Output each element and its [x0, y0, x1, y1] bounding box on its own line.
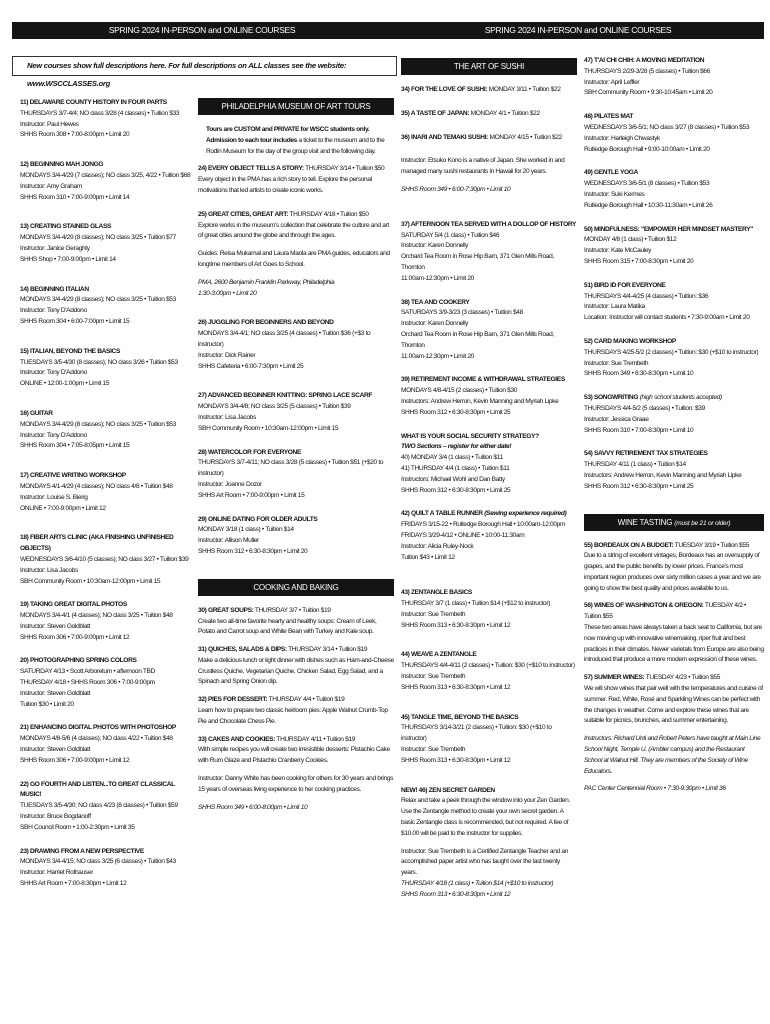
course-location: SHHS Room 313 • 6:30-8:30pm • Limit 12 [401, 890, 511, 898]
section-header-wine [584, 514, 764, 531]
course-instructor: Instructor: Janice Geraghty [20, 244, 90, 252]
course-25 [198, 210, 394, 242]
course-instructor: Instructors: Michael Wohl and Dan Batty [401, 475, 505, 483]
course-time: 11:00am-12:30pm • Limit 20 [401, 352, 474, 360]
course-description: We will show wines that pair well with the temperatures and cuisine of summer. Red, White, Rosé and Sparkling Wines can be perfect with the changes in weather. Come and explore these wines that are suitable for picnics, brunches, and summer entertaining. [584, 685, 763, 725]
course-schedule: MONDAYS 3/4-4/29 (7 classes); NO class 3/25, 4/22 • Tuition $68 [20, 171, 191, 179]
course-instructor: Instructor: Joanne Dozor [198, 480, 262, 488]
course-location: SBH Council Room • 1:00-2:30pm • Limit 35 [20, 823, 135, 831]
museum-intro-bold: Tours are CUSTOM and PRIVATE for WSCC students only. Admission to each tour includes [206, 126, 370, 144]
course-title: 56) WINES OF WASHINGTON & OREGON: [584, 602, 704, 610]
course-description: Explore works in the museum's collection that celebrate the culture and art of great cities around the globe and through the ages. [198, 221, 389, 240]
course-schedule: MONDAYS 4/8-5/6 (4 classes); NO class 4/22 • Tuition $48 [20, 735, 173, 743]
course-45 [401, 713, 577, 767]
course-instructor: Instructor: Allison Muller [198, 537, 259, 545]
header-right-title: SPRING 2024 IN-PERSON and ONLINE COURSES [392, 22, 764, 39]
section-header-sushi: THE ART OF SUSHI [401, 58, 577, 75]
course-title: 53) SONGWRITING [584, 394, 639, 402]
course-date: TUESDAY 4/23 • Tuition $55 [644, 674, 721, 682]
course-description: Create two all-time favorite hearty and healthy soups: Cream of Leek, Potato and Carrot soup and White Bean with Turkey and Kale soup. [198, 617, 377, 636]
course-title: 14) BEGINNING ITALIAN [20, 285, 89, 293]
course-schedule: WEDNESDAYS 3/6-4/10 (5 classes); NO class 3/27 • Tuition $39 [20, 555, 189, 563]
course-instructor: Instructor: Sue Trembeth [584, 359, 649, 367]
course-title: 31) QUICHES, SALADS & DIPS: [198, 646, 287, 654]
course-location: SHHS Room 315 • 7:00-8:30pm • Limit 20 [584, 257, 694, 265]
course-54 [584, 449, 764, 492]
course-20 [20, 656, 192, 710]
course-instructor: Instructor: Sue Trembeth [401, 746, 466, 754]
course-57 [584, 673, 764, 727]
course-location: SHHS Art Room • 7:00-9:00pm • Limit 15 [198, 491, 305, 499]
course-location: Rutledge Borough Hall • 9:00-10:00am • Limit 20 [584, 145, 710, 153]
course-location: SHHS Room 306 • 7:00-9:00pm • Limit 12 [20, 756, 130, 764]
course-location: SHHS Shop • 7:00-9:00pm • Limit 14 [20, 255, 116, 263]
course-instructor: Instructor: Steven Goldblatt [20, 622, 91, 630]
course-schedule: THURSDAYS 2/29-3/28 (5 classes) • Tuition $66 [584, 67, 711, 75]
course-schedule: MONDAY 3/18 (1 class) • Tuition $14 [198, 526, 294, 534]
course-schedule: THURSDAYS 4/4-4/11 (2 classes) • Tuition: $30 (+$10 to instructor) [401, 662, 575, 670]
course-title: 28) WATERCOLOR FOR EVERYONE [198, 448, 302, 456]
course-title: 17) CREATIVE WRITING WORKSHOP [20, 472, 126, 480]
course-title: 47) T'AI CHI CHIH: A MOVING MEDITATION [584, 57, 705, 64]
course-location: SHHS Room 308 • 7:00-8:00pm • Limit 20 [20, 131, 130, 139]
course-instructor: Instructor: Sue Trembeth [401, 610, 466, 618]
course-27 [198, 391, 394, 434]
course-date: THURSDAY 4/18 • Tuition $50 [288, 210, 369, 218]
cooking-location: SHHS Room 349 • 6:00-8:00pm • Limit 10 [198, 803, 308, 811]
course-title: 57) SUMMER WINES: [584, 674, 645, 682]
course-title: NEW! 46) ZEN SECRET GARDEN [401, 786, 495, 794]
course-title: WHAT IS YOUR SOCIAL SECURITY STRATEGY? [401, 432, 539, 440]
course-instructor: Instructor: Tony D'Addono [20, 369, 87, 377]
course-title: 55) BORDEAUX ON A BUDGET: [584, 541, 674, 549]
course-11 [20, 98, 192, 141]
course-schedule: TUESDAYS 3/5-4/30 (8 classes); NO class 3/26 • Tuition $53 [20, 358, 178, 366]
course-location: Location: Instructor will contact students • 7:30-9:00am • Limit 20 [584, 314, 750, 322]
course-instructor: Instructor: Suki Kermes [584, 190, 645, 198]
course-description: Relax and take a peek through the window into your Zen Garden. Use the Zentangle method to create your own secret garden. A basic Zentangle class is recommended, but not required. A fee of $10.00 will be paid to the instructor for supplies. [401, 797, 570, 837]
course-note: (Sewing experience required) [482, 510, 567, 518]
wine-location: PAC Center Centennial Room • 7:30-9:30pm • Limit 36 [584, 785, 726, 793]
course-schedule: TUESDAYS 3/5-4/30; NO class 4/23 (8 classes) • Tuition $59 [20, 802, 178, 810]
course-section-40: 40) MONDAY 3/4 (1 class) • Tuition $11 [401, 454, 503, 462]
course-schedule: MONDAYS 3/4-4/29 (8 classes); NO class 3/25 • Tuition $77 [20, 234, 176, 242]
course-schedule: THURSDAY 3/7 (1 class) • Tuition $14 (+$12 to instructor) [401, 600, 551, 608]
column-1 [20, 98, 192, 897]
course-30 [198, 606, 394, 638]
course-title: 39) RETIREMENT INCOME & WITHDRAWAL STRATEGIES [401, 376, 565, 384]
course-location: SBH Community Room • 10:30am-12:00pm • Limit 15 [198, 424, 339, 432]
course-56 [584, 601, 764, 666]
course-location: SHHS Room 304 • 7:05-8:05pm • Limit 15 [20, 442, 130, 450]
course-26 [198, 318, 394, 372]
course-location: SHHS Cafeteria • 6:00-7:30pm • Limit 25 [198, 362, 304, 370]
course-location: SBH Community Room • 9:30-10:45am • Limit 20 [584, 89, 713, 97]
course-title: 49) GENTLE YOGA [584, 169, 638, 177]
pma-address: PMA, 2600 Benjamin Franklin Parkway, Philadelphia [198, 278, 335, 286]
course-16 [20, 409, 192, 452]
course-title: 35) A TASTE OF JAPAN: [401, 109, 470, 117]
course-19 [20, 600, 192, 643]
course-location: SHHS Room 312 • 6:30-8:30pm • Limit 25 [584, 482, 694, 490]
course-title: 45) TANGLE TIME, BEYOND THE BASICS [401, 713, 519, 721]
course-schedule: THURSDAY 4/18 (1 class) • Tuition $14 (+$10 to instructor) [401, 880, 554, 888]
course-location: SHHS Room 310 • 7:00-8:30pm • Limit 10 [584, 426, 694, 434]
course-tuition: Tuition $43 • Limit 12 [401, 553, 455, 561]
course-schedule: SATURDAY 4/13 • Scott Arboretum • afternoon TBD [20, 668, 156, 676]
course-instructor: Instructor: Laura Matika [584, 303, 645, 311]
course-schedule: FRIDAYS 3/15-22 • Rutledge Borough Hall • 10:00am-12:00pm [401, 521, 566, 529]
course-33 [198, 735, 394, 767]
sushi-location: SHHS Room 349 • 6:00-7:30pm • Limit 10 [401, 185, 511, 193]
course-title: 15) ITALIAN, BEYOND THE BASICS [20, 347, 121, 355]
course-schedule: WEDNESDAYS 3/6-5/1; NO class 3/27 (8 classes) • Tuition $53 [584, 123, 750, 131]
course-location: SHHS Room 312 • 6:30-8:30pm • Limit 25 [401, 408, 511, 416]
course-29 [198, 515, 394, 558]
cooking-instructor: Instructor: Danny White has been cooking for others for 30 years and brings 15 years of overseas living experience to her cooking practices. [198, 775, 394, 793]
course-schedule: THURSDAYS 4/25-5/2 (2 classes) • Tuition: $30 (+$10 to instructor) [584, 348, 759, 356]
course-title: 50) MINDFULNESS: "EMPOWER HER MINDSET MASTERY" [584, 225, 754, 233]
course-13 [20, 222, 192, 265]
course-instructor: Instructor: Karen Donnelly [401, 320, 469, 328]
course-instructor: Instructor: Dick Rainer [198, 351, 256, 359]
course-53 [584, 393, 764, 436]
course-title: 12) BEGINNING MAH JONGG [20, 161, 104, 169]
museum-intro [198, 125, 394, 157]
course-31 [198, 645, 394, 688]
course-24 [198, 164, 394, 196]
course-date: MONDAY 4/1 • Tuition $22 [469, 109, 540, 117]
course-subtitle: TWO Sections – register for either date! [401, 443, 512, 451]
course-schedule: WEDNESDAYS 3/6-5/1 (8 classes) • Tuition $53 [584, 180, 710, 188]
course-instructor: Instructors: Andrew Herron, Kevin Manning and Myriah Lipke [584, 471, 742, 479]
course-section-41: 41) THURSDAY 4/4 (1 class) • Tuition $11 [401, 464, 510, 472]
column-2 [198, 96, 394, 813]
course-23 [20, 847, 192, 890]
course-location: SBH Community Room • 10:30am-12:00pm • Limit 15 [20, 577, 161, 585]
course-schedule: MONDAYS 3/4-4/29 (8 classes); NO class 3/25 • Tuition $53 [20, 296, 176, 304]
course-date: MONDAY 4/15 • Tuition $22 [488, 133, 562, 141]
course-date: THURSDAY 3/14 • Tuition $19 [286, 646, 368, 654]
course-location: Orchard Tea Room in Rose Hip Barn, 371 Glen Mills Road, Thornton [401, 330, 554, 349]
course-instructor: Instructor: Harleigh Chwastyk [584, 134, 660, 142]
course-18 [20, 533, 192, 587]
course-title: 32) PIES FOR DESSERT: [198, 696, 268, 704]
course-38 [401, 298, 577, 363]
course-15 [20, 347, 192, 390]
wine-header-label: WINE TASTING [617, 517, 673, 527]
course-title: 26) JUGGLING FOR BEGINNERS AND BEYOND [198, 319, 334, 327]
course-title: 33) CAKES AND COOKIES: [198, 735, 276, 743]
course-title: 13) CREATING STAINED GLASS [20, 223, 112, 231]
course-title: 24) EVERY OBJECT TELLS A STORY: [198, 165, 304, 173]
course-date: THURSDAY 4/4 • Tuition $19 [267, 696, 345, 704]
course-title: 16) GUITAR [20, 409, 53, 417]
course-instructor: Instructor: Alicia Ruley-Nock [401, 542, 474, 550]
course-39 [401, 375, 577, 418]
course-title: 29) ONLINE DATING FOR OLDER ADULTS [198, 515, 318, 523]
course-schedule: MONDAY 4/8 (1 class) • Tuition $12 [584, 236, 677, 244]
course-36 [401, 133, 577, 144]
section-header-museum-tours: PHILADELPHIA MUSEUM OF ART TOURS [198, 98, 394, 115]
course-schedule: MONDAYS 3/4-4/29 (8 classes); NO class 3/25 • Tuition $53 [20, 420, 176, 428]
course-schedule-2: THURSDAY 4/18 • SHHS Room 306 • 7:00-9:00pm [20, 679, 155, 687]
course-location: Orchard Tea Room in Rose Hip Barn, 371 Glen Mills Road, Thornton [401, 253, 554, 271]
course-title: 38) TEA AND COOKERY [401, 298, 470, 306]
course-location: ONLINE • 12:00-1:00pm • Limit 15 [20, 380, 110, 388]
course-time: 11:00am-12:30pm • Limit 20 [401, 274, 474, 282]
course-description: Learn how to prepare two classic heirloom pies: Apple Walnut Crumb-Top Pie and Chocolate Chess Pie. [198, 707, 388, 725]
course-instructor: Instructor: Louise S. Bierig [20, 493, 88, 501]
course-55 [584, 541, 764, 595]
course-40-41 [401, 432, 577, 497]
course-date: THURSDAY 4/11 • Tuition $19 [275, 735, 356, 743]
section-header-cooking: COOKING AND BAKING [198, 579, 394, 596]
course-location: SHHS Room 306 • 7:00-9:00pm • Limit 12 [20, 633, 130, 641]
course-schedule: THURSDAYS 3/7-4/11; NO class 3/28 (5 classes) • Tuition $51 (+$20 to instructor) [198, 459, 384, 478]
course-title: 36) INARI AND TEMAKI SUSHI: [401, 133, 489, 141]
course-46 [401, 786, 577, 901]
course-title: 30) GREAT SOUPS: [198, 606, 254, 614]
course-51 [584, 281, 764, 324]
course-title: 25) GREAT CITIES, GREAT ART: [198, 210, 289, 218]
sushi-instructor: Instructor: Etsuko Kono is a native of Japan. She worked in and managed many sushi restaurants in Hawaii for 20 years. [401, 157, 565, 176]
course-location: SHHS Room 312 • 6:30-8:30pm • Limit 20 [198, 547, 308, 555]
course-description: Every object in the PMA has a rich story to tell. Explore the personal motivations that led artists to create iconic works. [198, 176, 372, 194]
course-note: (high school students accepted) [638, 394, 722, 402]
course-title: 51) BIRD ID FOR EVERYONE [584, 281, 666, 289]
course-location: SHHS Room 310 • 7:00-9:00pm • Limit 14 [20, 193, 130, 201]
course-title: 37) AFTERNOON TEA SERVED WITH A DOLLOP OF HISTORY [401, 220, 577, 228]
course-21 [20, 723, 192, 766]
course-instructor: Instructor: Lisa Jacobs [20, 566, 78, 574]
course-44 [401, 650, 577, 693]
course-schedule: SATURDAYS 3/9-3/23 (3 classes) • Tuition $48 [401, 309, 523, 317]
course-instructor: Instructor: Karen Donnelly [401, 242, 469, 250]
course-schedule: MONDAYS 4/1-4/29 (4 classes); NO class 4/8 • Tuition $48 [20, 482, 173, 490]
course-location: ONLINE • 7:00-9:00pm • Limit 12 [20, 504, 106, 512]
course-schedule: MONDAYS 3/4-4/1; NO class 3/25 (4 classes) • Tuition $36 (+$3 to instructor) [198, 330, 371, 348]
column-4 [584, 56, 764, 795]
course-date: THURSDAY 3/7 • Tuition $19 [253, 606, 331, 614]
course-title: 52) CARD MAKING WORKSHOP [584, 337, 676, 345]
course-instructor: Instructor: Steven Goldblatt [20, 689, 91, 697]
course-47 [584, 56, 764, 99]
course-schedule: MONDAYS 3/4-4/8; NO class 3/25 (5 classes) • Tuition $39 [198, 403, 351, 411]
header-left-title: SPRING 2024 IN-PERSON and ONLINE COURSES [12, 22, 392, 39]
course-instructor: Instructor: Tony D'Addono [20, 307, 87, 315]
course-32 [198, 695, 394, 727]
course-35 [401, 109, 577, 120]
pma-time: 1:30-3:00pm • Limit 20 [198, 289, 257, 297]
course-48 [584, 112, 764, 155]
course-title: 54) SAVVY RETIREMENT TAX STRATEGIES [584, 450, 708, 458]
course-title: 43) ZENTANGLE BASICS [401, 589, 472, 597]
course-schedule-2: FRIDAYS 3/29-4/12 • ONLINE • 10:00-11:30am [401, 531, 525, 539]
course-location: SHHS Room 313 • 6:30-8:30pm • Limit 12 [401, 621, 511, 629]
course-description: Make a delicious lunch or light dinner with dishes such as Ham-and-Cheese Crustless Quiche, Vegetarian Quiche, Chicken Salad, Egg Salad, and a Spinach and Spring Onion dip. [198, 656, 394, 686]
course-description: Due to a string of excellent vintages, Bordeaux has an oversupply of grapes, and the public benefits by lower prices. France's most important region produces over sixty million cases a year and we are going to show the best quality and prices available to us. [584, 552, 761, 592]
website-notice: New courses show full descriptions here. For full descriptions on ALL classes see the website: www.WSCCLASSES.org [12, 56, 397, 76]
course-title: 44) WEAVE A ZENTANGLE [401, 651, 477, 659]
course-42 [401, 509, 577, 563]
course-title: 27) ADVANCED BEGINNER KNITTING: SPRING LACE SCARF [198, 392, 373, 400]
course-schedule: MONDAYS 3/4-4/1 (4 classes); NO class 3/25 • Tuition $48 [20, 612, 173, 620]
course-52 [584, 337, 764, 380]
course-date: THURSDAY 3/14 • Tuition $50 [303, 165, 385, 173]
course-tuition: Tuition $30 • Limit 20 [20, 700, 74, 708]
course-schedule: THURSDAYS 3/7-4/4; NO class 3/28 (4 classes) • Tuition $33 [20, 109, 180, 117]
course-17 [20, 471, 192, 514]
course-43 [401, 588, 577, 631]
course-title: 20) PHOTOGRAPHING SPRING COLORS [20, 657, 137, 665]
course-title: 21) ENHANCING DIGITAL PHOTOS WITH PHOTOSHOP [20, 724, 176, 732]
course-instructor: Instructor: Harriet Rothauser [20, 869, 94, 877]
course-50 [584, 225, 764, 268]
course-location: SHHS Art Room • 7:00-8:30pm • Limit 12 [20, 880, 127, 888]
course-instructor: Instructor: Lisa Jacobs [198, 413, 256, 421]
course-description: These two areas have always taken a back seat to California, but are now moving up with innovative winemaking, riper fruit and best practices in their climates. Newer varietals from Europe are also being introduced that produce a more modern expression of these wines. [584, 624, 764, 664]
course-instructor: Instructor: Steven Goldblatt [20, 746, 91, 754]
course-location: SHHS Room 312 • 6:30-8:30pm • Limit 25 [401, 486, 511, 494]
course-date: TUESDAY 4/2 • Tuition $55 [584, 602, 746, 621]
course-22 [20, 780, 192, 834]
course-title: 11) DELAWARE COUNTY HISTORY IN FOUR PARTS [20, 99, 167, 106]
course-title: 19) TAKING GREAT DIGITAL PHOTOS [20, 601, 127, 609]
course-schedule: THURSDAYS 3/14-3/21 (2 classes) • Tuition: $30 (+$10 to instructor) [401, 724, 552, 743]
course-title: 23) DRAWING FROM A NEW PERSPECTIVE [20, 847, 144, 855]
course-date: MONDAY 3/11 • Tuition $22 [487, 86, 561, 93]
course-title: 42) QUILT A TABLE RUNNER [401, 510, 483, 518]
course-schedule: MONDAYS 4/8-4/15 (2 classes) • Tuition $30 [401, 387, 518, 395]
course-description: With simple recipes you will create two irresistible desserts: Pistachio Cake with Rum Glaze and Pistachio Cranberry Cookies. [198, 746, 390, 765]
course-instructor: Instructor: Kate McCauley [584, 247, 652, 255]
course-instructor: Instructor: April Leffler [584, 78, 640, 86]
course-schedule: THURSDAYS 4/4-4/25 (4 classes) • Tuition: $36 [584, 292, 709, 300]
course-instructor: Instructor: Bruce Bogdanoff [20, 813, 91, 821]
course-49 [584, 168, 764, 211]
museum-guides: Guides: Reisa Mukamal and Laura Maola are PMA guides, educators and longtime members of Art Goes to School. [198, 250, 390, 268]
wine-instructors: Instructors: Richard Unti and Robert Peters have taught at Main Line School Night, Temple U. (Ambler campus) and the Restaurant School at Walnut Hill. They are members of the Society of Wine Educators. [584, 735, 761, 775]
wine-header-note: (must be 21 or older) [674, 519, 731, 527]
course-instructor: Instructor: Paul Hewes [20, 120, 79, 128]
course-schedule: THURSDAYS 4/4-5/2 (5 classes) • Tuition: $39 [584, 404, 705, 412]
course-location: Rutledge Borough Hall • 10:30-11:30am • Limit 26 [584, 201, 713, 209]
course-instructor: Instructor: Sue Trembeth [401, 673, 466, 681]
course-28 [198, 448, 394, 502]
course-instructor: Instructors: Andrew Herron, Kevin Manning and Myriah Lipke [401, 397, 559, 405]
course-title: 48) PILATES MAT [584, 113, 634, 121]
course-instructor: Instructor: Amy Graham [20, 182, 82, 190]
course-location: SHHS Room 313 • 6:30-8:30pm • Limit 12 [401, 683, 511, 691]
column-3 [401, 56, 577, 908]
course-title: 18) FIBER ARTS CLINIC (AKA FINISHING UNFINISHED OBJECTS) [20, 534, 174, 553]
museum-intro-text: a ticket to the museum and to the Rodin Museum for the day of the group visit and the following day. [206, 136, 385, 155]
course-date: TUESDAY 3/19 • Tuition $55 [673, 541, 750, 549]
course-34 [401, 85, 577, 96]
course-title: 34) FOR THE LOVE OF SUSHI: [401, 86, 488, 93]
course-12 [20, 160, 192, 203]
course-location: SHHS Room 304 • 6:00-7:00pm • Limit 15 [20, 317, 130, 325]
course-location: SHHS Room 313 • 6:30-8:30pm • Limit 12 [401, 756, 511, 764]
course-instructor: Instructor: Sue Trembeth is a Certified Zentangle Teacher and an accomplished paper artist who has taught over the last twenty years. [401, 847, 568, 877]
course-schedule: THURSDAY 4/11 (1 class) • Tuition $14 [584, 461, 686, 469]
course-14 [20, 285, 192, 328]
course-instructor: Instructor: Jessica Graae [584, 415, 649, 423]
course-title: 22) GO FOURTH AND LISTEN...TO GREAT CLASSICAL MUSIC! [20, 780, 175, 799]
course-schedule: SATURDAY 5/4 (1 class) • Tuition $46 [401, 231, 500, 239]
course-37 [401, 220, 577, 285]
course-location: SHHS Room 349 • 6:30-8:30pm • Limit 10 [584, 370, 694, 378]
course-instructor: Instructor: Tony D'Addono [20, 431, 87, 439]
course-schedule: MONDAYS 3/4-4/15; NO class 3/25 (6 classes) • Tuition $43 [20, 858, 176, 866]
